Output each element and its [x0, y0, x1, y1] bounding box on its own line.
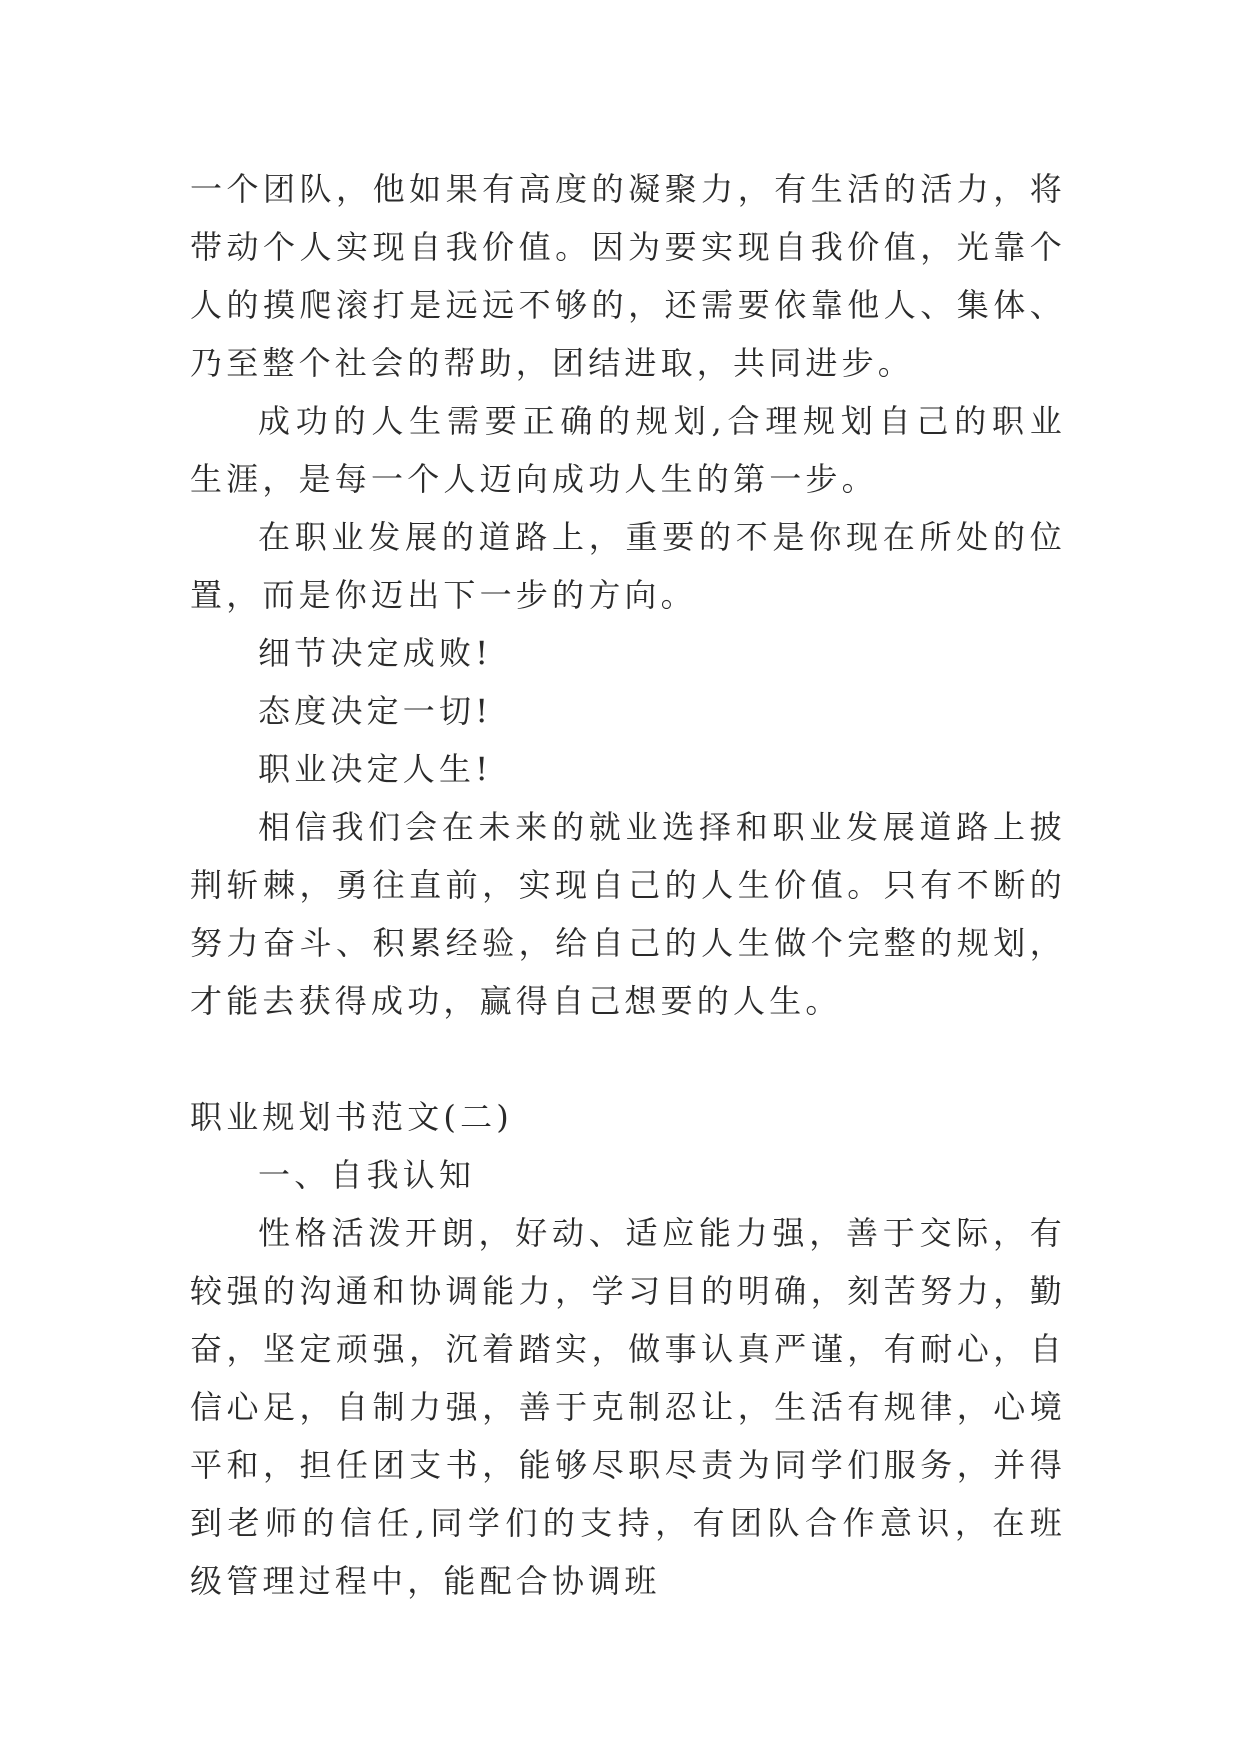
motto-career: 职业决定人生! — [258, 750, 493, 788]
section-title: 职业规划书范文(二) — [190, 1098, 513, 1136]
motto-details: 细节决定成败! — [258, 634, 493, 672]
paragraph-conclusion: 相信我们会在未来的就业选择和职业发展道路上披荆斩棘，勇往直前，实现自己的人生价值。只有不断的努力奋斗、积累经验，给自己的人生做个完整的规划，才能去获得成功，赢得自己想要的人生。 — [190, 808, 1066, 1020]
section-spacer — [190, 1030, 1066, 1088]
paragraph-self-awareness: 性格活泼开朗，好动、适应能力强，善于交际，有较强的沟通和协调能力，学习目的明确，刻苦努力，勤奋，坚定顽强，沉着踏实，做事认真严谨，有耐心，自信心足，自制力强，善于克制忍让，生活有规律，心境平和，担任团支书，能够尽职尽责为同学们服务，并得到老师的信任,同学们的支持，有团队合作意识，在班级管理过程中，能配合协调班 — [190, 1214, 1066, 1600]
document-body — [190, 160, 1066, 1610]
section-heading: 一、自我认知 — [258, 1156, 476, 1194]
paragraph-planning: 成功的人生需要正确的规划,合理规划自己的职业生涯，是每一个人迈向成功人生的第一步。 — [190, 402, 1066, 498]
paragraph-teamwork: 一个团队，他如果有高度的凝聚力，有生活的活力，将带动个人实现自我价值。因为要实现自我价值，光靠个人的摸爬滚打是远远不够的，还需要依靠他人、集体、乃至整个社会的帮助，团结进取，共同进步。 — [190, 170, 1066, 382]
motto-attitude: 态度决定一切! — [258, 692, 493, 730]
paragraph-direction: 在职业发展的道路上，重要的不是你现在所处的位置，而是你迈出下一步的方向。 — [190, 518, 1066, 614]
